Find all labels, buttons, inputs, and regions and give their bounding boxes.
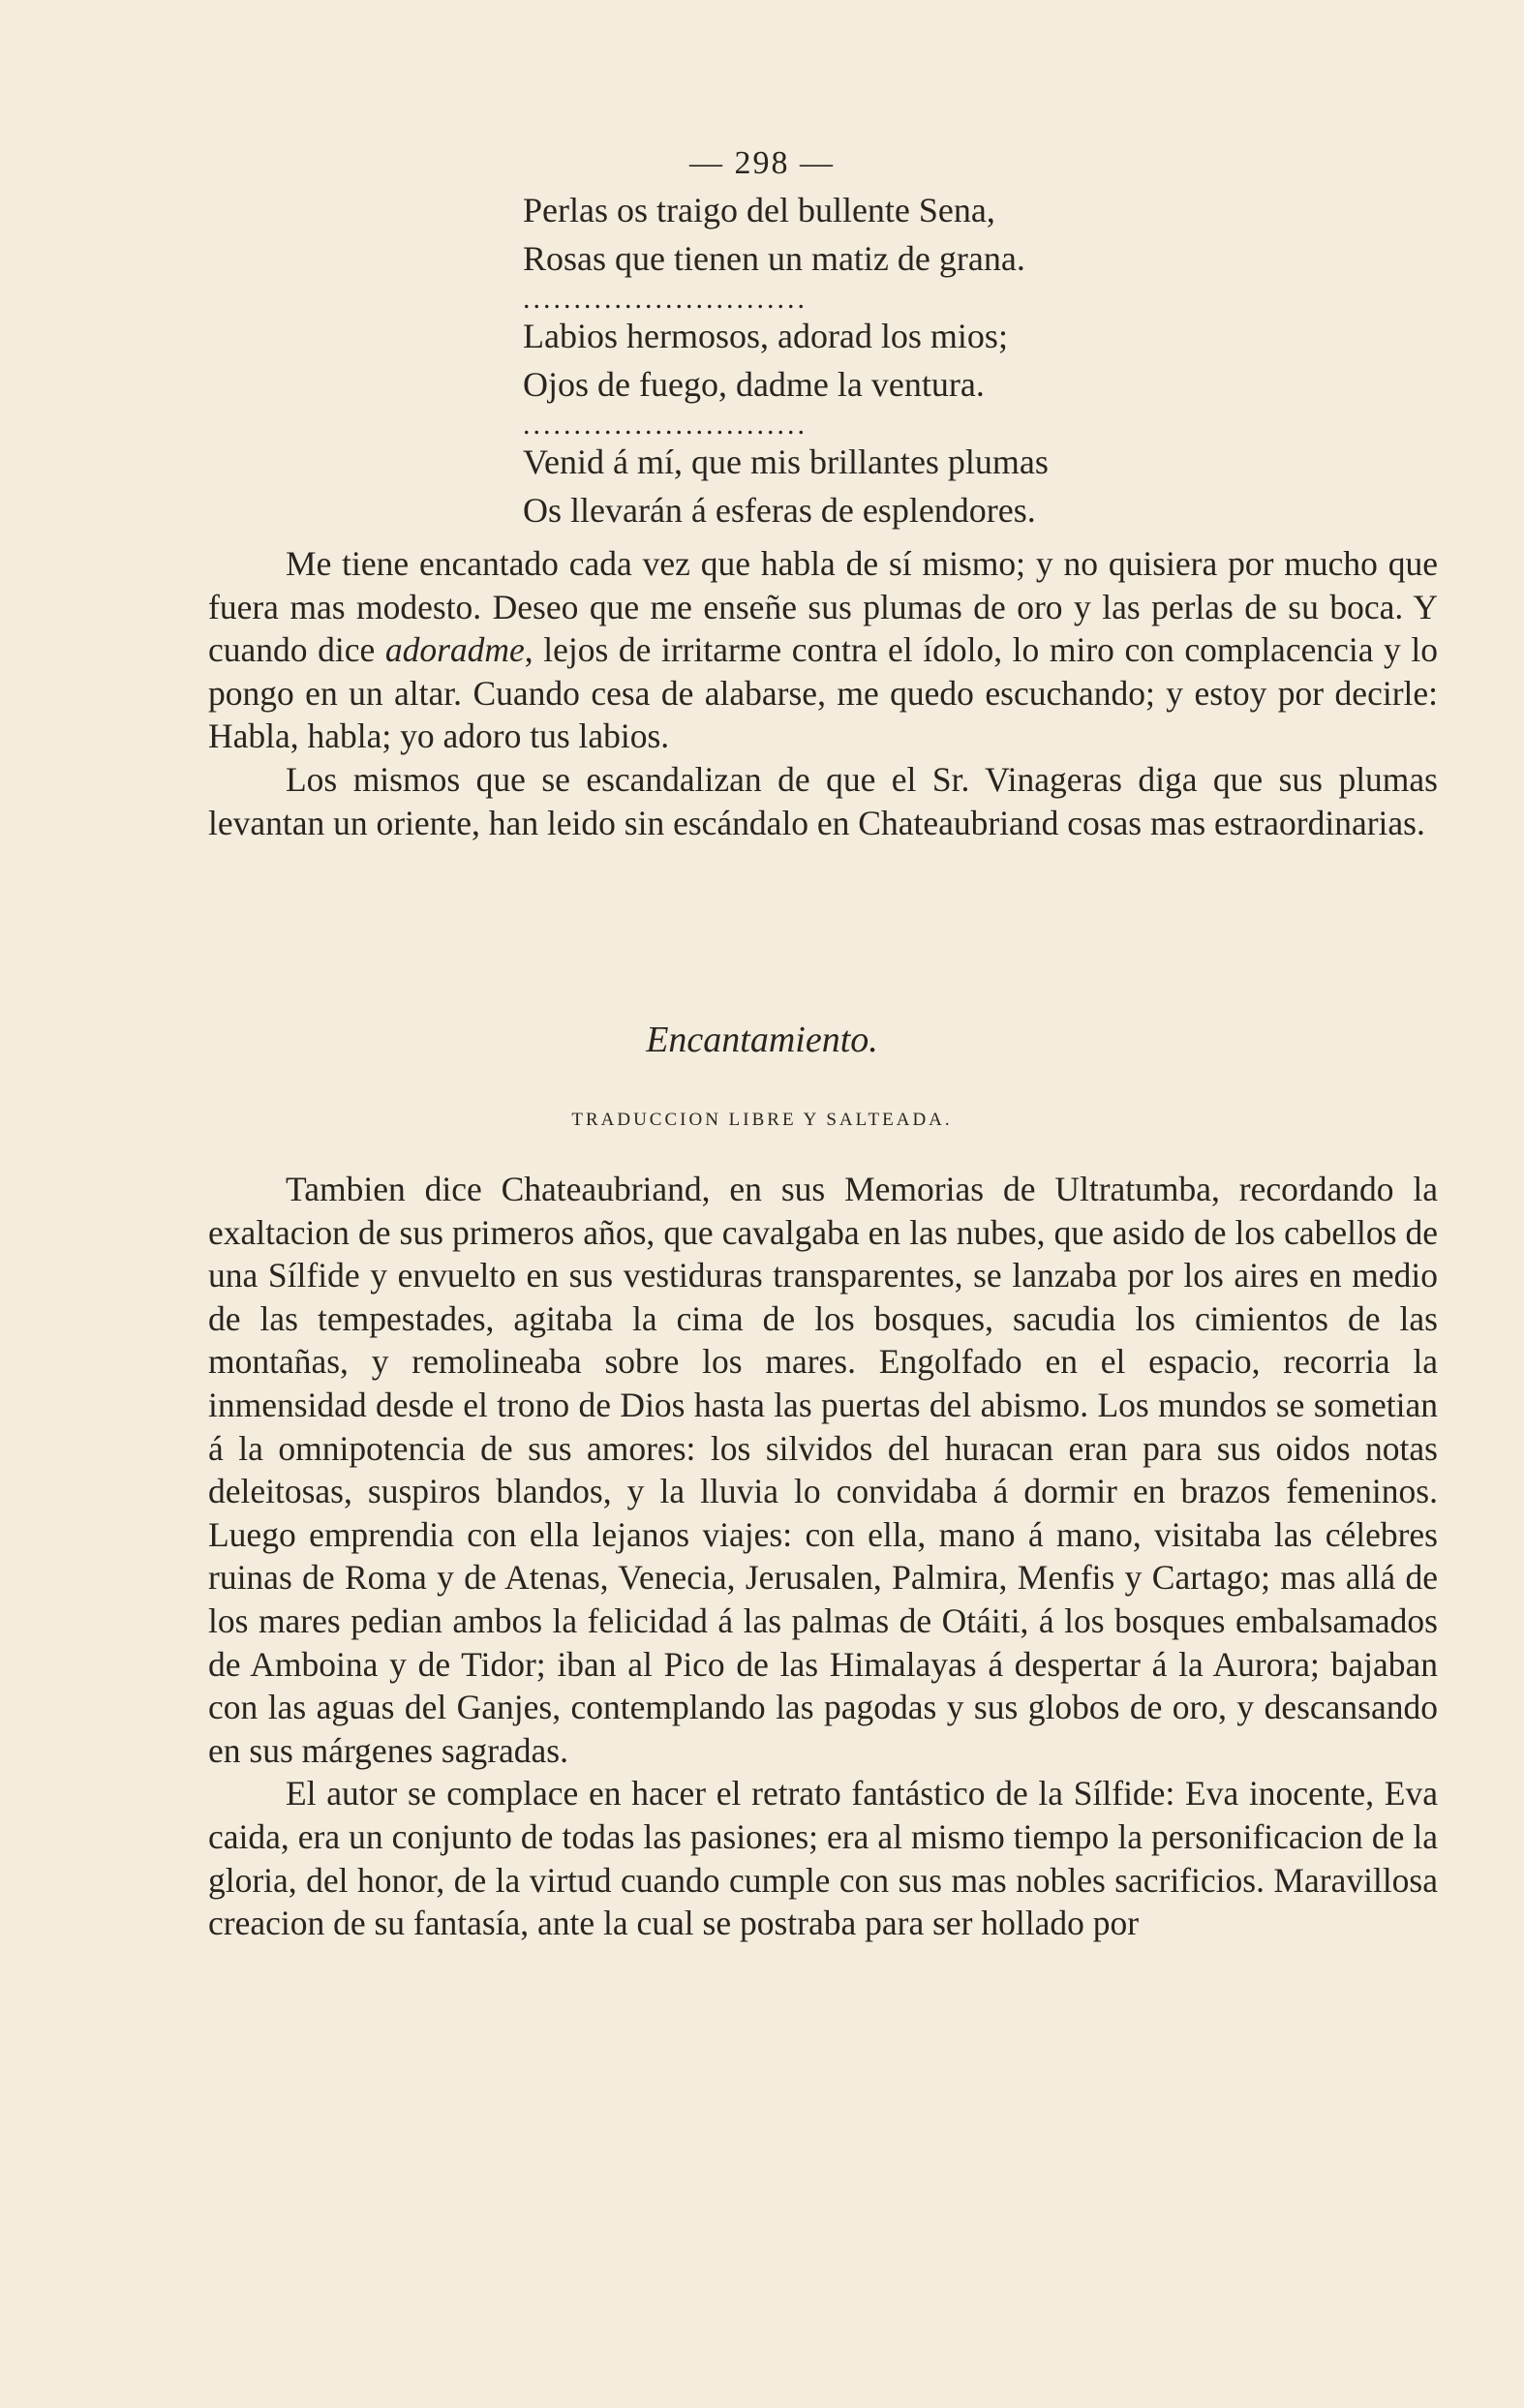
commentary-block <box>208 542 1438 844</box>
verse-separator: ............................ <box>523 409 808 441</box>
paragraph-2: Los mismos que se escandalizan de que el Sr. Vinageras diga que sus plumas levantan un oriente, han leido sin escándalo en Chateaubriand cosas mas estraordinarias. <box>208 759 1438 842</box>
paragraph-1: Me tiene encantado cada vez que habla de sí mismo; y no quisiera por mucho que fuera mas modesto. Deseo que me enseñe sus plumas de oro y las perlas de su boca. Y cuando dice adoradme, lejos de irritarme contra el ídolo, lo miro con complacencia y lo pongo en un altar. Cuando cesa de alabarse, me quedo escuchando; y estoy por decirle: Habla, habla; yo adoro tus labios. <box>208 544 1438 756</box>
italic-word: adoradme <box>384 630 525 670</box>
paragraph-3: Tambien dice Chateaubriand, en sus Memorias de Ultratumba, recordando la exaltacion de sus primeros años, que cavalgaba en las nubes, que asido de los cabellos de una Sílfide y envuelto en sus vestiduras transparentes, se lanzaba por los aires en medio de las tempestades, agitaba la cima de los bosques, sacudia los cimientos de las montañas, y remolineaba sobre los mares. Engolfado en el espacio, recorria la inmensidad desde el trono de Dios hasta las puertas del abismo. Los mundos se sometian á la omnipotencia de sus amores: los silvidos del huracan eran para sus oidos notas deleitosas, suspiros blandos, y la lluvia lo convidaba á dormir en brazos femeninos. Luego emprendia con ella lejanos viajes: con ella, mano á mano, visitaba las célebres ruinas de Roma y de Atenas, Venecia, Jerusalen, Palmira, Menfis y Cartago; mas allá de los mares pedian ambos la felicidad á las palmas de Otáiti, á los bosques embalsamados de Amboina y de Tidor; iban al Pico de las Himalayas á despertar á la Aurora; bajaban con las aguas del Ganjes, contemplando las pagodas y sus globos de oro, y descansando en sus márgenes sagradas. <box>208 1170 1438 1770</box>
verse-separator: ............................ <box>523 283 808 315</box>
main-text-block <box>208 1168 1438 1945</box>
section-subtitle: TRADUCCION LIBRE Y SALTEADA. <box>571 1110 953 1130</box>
verse-line: Ojos de fuego, dadme la ventura. <box>523 365 985 404</box>
section-title: Encantamiento. <box>646 1020 878 1060</box>
verse-stanza-1 <box>523 186 1025 283</box>
verse-line: Venid á mí, que mis brillantes plumas <box>523 442 1049 481</box>
paragraph-4: El autor se complace en hacer el retrato fantástico de la Sílfide: Eva inocente, Eva caida, era un conjunto de todas las pasiones; era al mismo tiempo la personificacion de la gloria, del honor, de la virtud cuando cumple con sus mas nobles sacrificios. Maravillosa creacion de su fantasía, ante la cual se postraba para ser hollado por <box>208 1774 1438 1943</box>
verse-line: Perlas os traigo del bullente Sena, <box>523 191 995 229</box>
verse-line: Labios hermosos, adorad los mios; <box>523 317 1008 355</box>
verse-stanza-2 <box>523 312 1008 409</box>
page-number-header: — 298 — <box>689 145 835 181</box>
verse-line: Os llevarán á esferas de esplendores. <box>523 491 1036 530</box>
verse-line: Rosas que tienen un matiz de grana. <box>523 239 1025 278</box>
verse-stanza-3 <box>523 438 1049 534</box>
